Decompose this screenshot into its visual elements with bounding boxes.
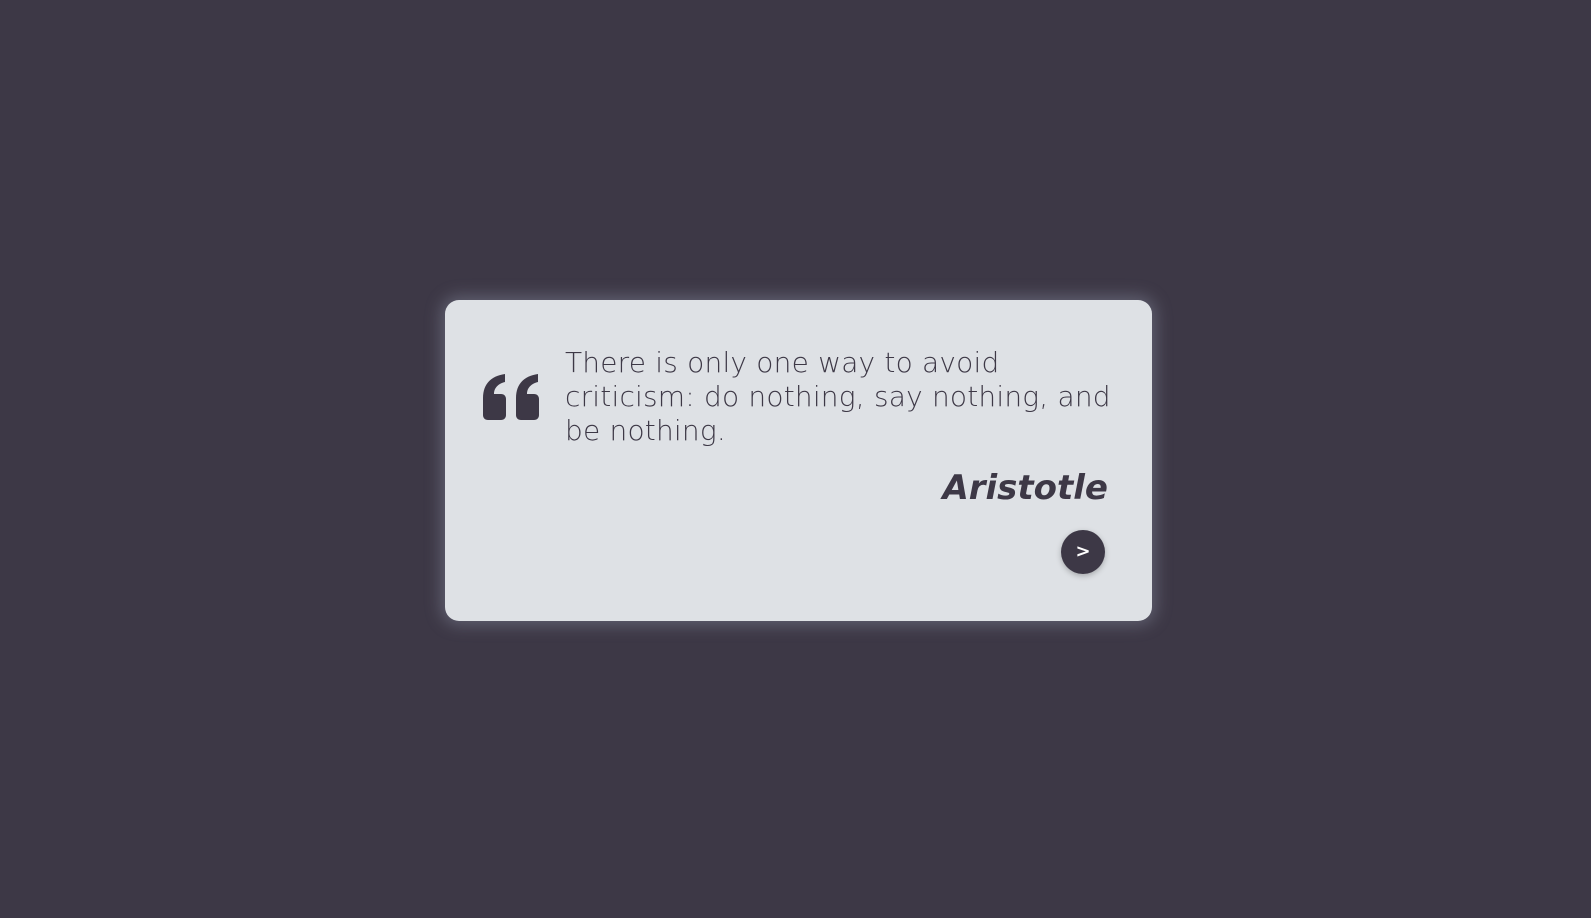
quote-open-icon xyxy=(479,374,543,420)
quote-card xyxy=(445,300,1152,621)
quote-author: Aristotle xyxy=(942,468,1108,508)
quote-text: There is only one way to avoid criticism: do nothing, say nothing, and be nothing. xyxy=(565,346,1111,447)
next-quote-button[interactable]: > xyxy=(1061,530,1105,574)
